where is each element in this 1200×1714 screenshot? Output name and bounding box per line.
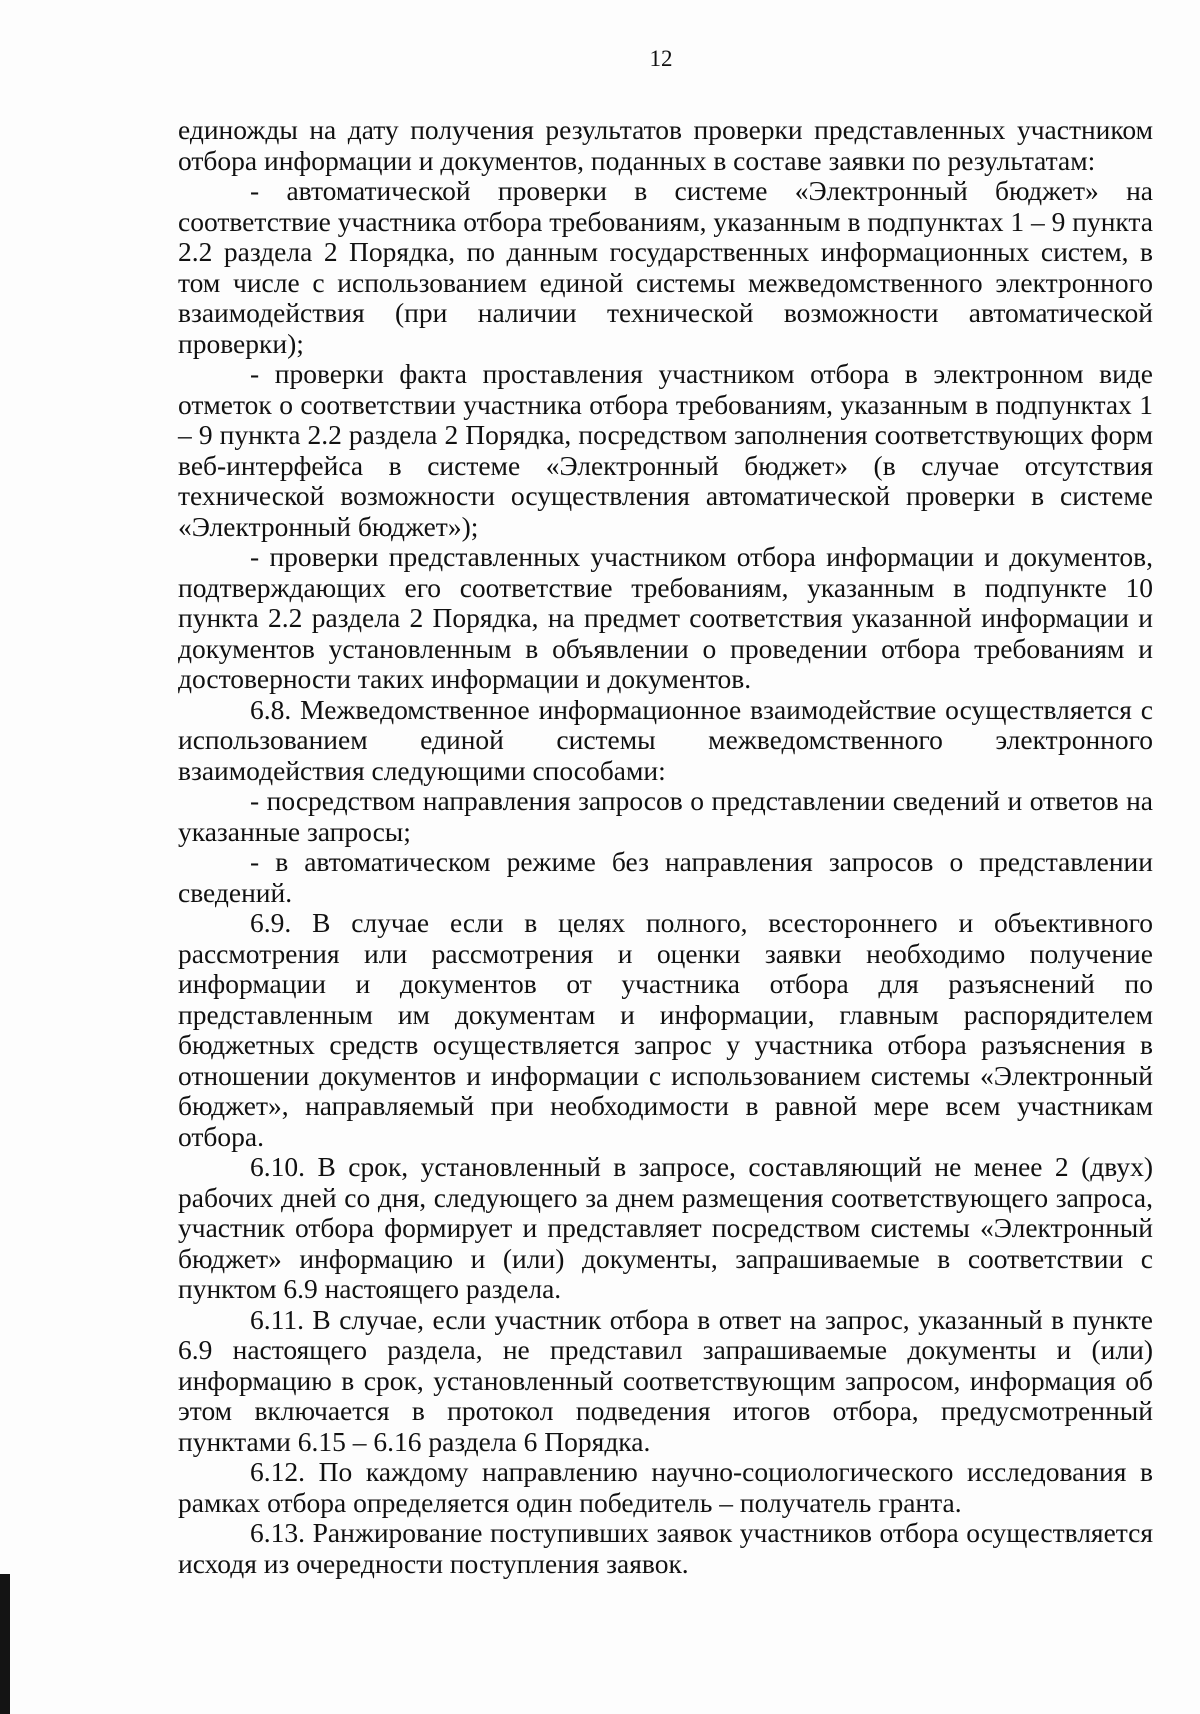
- paragraph-6-10: 6.10. В срок, установленный в запросе, составляющий не менее 2 (двух) рабочих дней со дня, следующего за днем размещения соответствующего запроса, участник отбора формирует и представляет посредством системы «Электронный бюджет» информацию и (или) документы, запрашиваемые в соответствии с пунктом 6.9 настоящего раздела.: [178, 1151, 1153, 1304]
- page-number: 12: [649, 46, 673, 71]
- scan-edge-shadow: [0, 1574, 10, 1714]
- paragraph-6-11: 6.11. В случае, если участник отбора в ответ на запрос, указанный в пункте 6.9 настоящего раздела, не представил запрашиваемые документы и (или) информацию в срок, установленный соответствующим запросом, информация об этом включается в протокол подведения итогов отбора, предусмотренный пунктами 6.15 – 6.16 раздела 6 Порядка.: [178, 1303, 1153, 1457]
- paragraph-6-13: 6.13. Ранжирование поступивших заявок участников отбора осуществляется исходя из очередности поступления заявок.: [178, 1517, 1153, 1579]
- paragraph-automatic-check: - автоматической проверки в системе «Электронный бюджет» на соответствие участника отбора требованиям, указанным в подпунктах 1 – 9 пункта 2.2 раздела 2 Порядка, по данным государственных информационных систем, в том числе с использованием единой системы межведомственного электронного взаимодействия (при наличии технической возможности автоматической проверки);: [178, 175, 1153, 359]
- document-body: [178, 115, 1153, 1579]
- paragraph-requests: - посредством направления запросов о представлении сведений и ответов на указанные запросы;: [178, 785, 1153, 847]
- paragraph-marks-check: - проверки факта проставления участником отбора в электронном виде отметок о соответствии участника отбора требованиям, указанным в подпунктах 1 – 9 пункта 2.2 раздела 2 Порядка, посредством заполнения соответствующих форм веб-интерфейса в системе «Электронный бюджет» (в случае отсутствия технической возможности осуществления автоматической проверки в системе «Электронный бюджет»);: [178, 358, 1153, 542]
- paragraph-automatic-mode: - в автоматическом режиме без направления запросов о представлении сведений.: [178, 846, 1153, 908]
- paragraph-6-9: 6.9. В случае если в целях полного, всестороннего и объективного рассмотрения или рассмотрения и оценки заявки необходимо получение информации и документов от участника отбора для разъяснений по представленным им документам и информации, главным распорядителем бюджетных средств осуществляется запрос у участника отбора разъяснения в отношении документов и информации с использованием системы «Электронный бюджет», направляемый при необходимости в равной мере всем участникам отбора.: [178, 907, 1153, 1152]
- paragraph-documents-check: - проверки представленных участником отбора информации и документов, подтверждающих его соответствие требованиям, указанным в подпункте 10 пункта 2.2 раздела 2 Порядка, на предмет соответствия указанной информации и документов установленным в объявлении о проведении отбора требованиям и достоверности таких информации и документов.: [178, 541, 1153, 694]
- paragraph-continuation: единожды на дату получения результатов проверки представленных участником отбора информации и документов, поданных в составе заявки по результатам:: [178, 114, 1153, 176]
- paragraph-6-12: 6.12. По каждому направлению научно-социологического исследования в рамках отбора определяется один победитель – получатель гранта.: [178, 1456, 1153, 1518]
- paragraph-6-8: 6.8. Межведомственное информационное взаимодействие осуществляется с использованием единой системы межведомственного электронного взаимодействия следующими способами:: [178, 693, 1153, 786]
